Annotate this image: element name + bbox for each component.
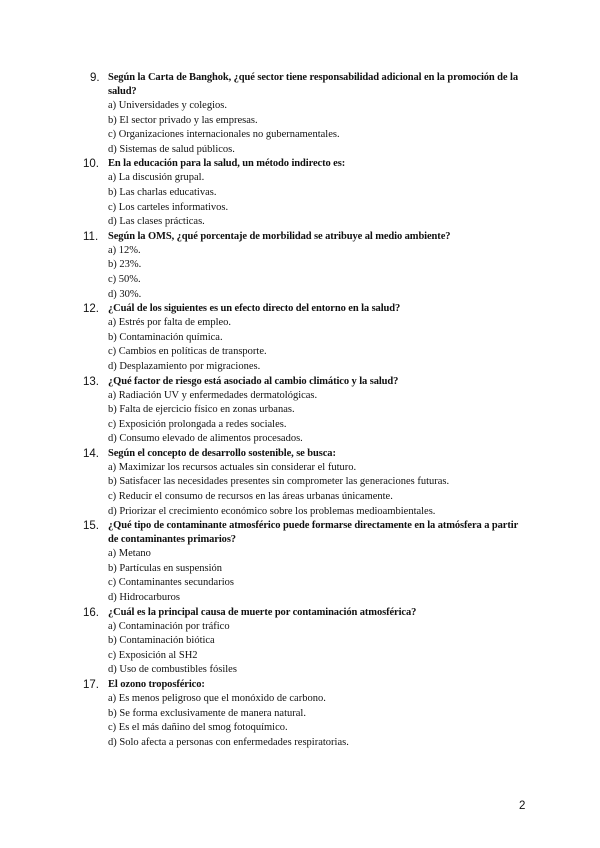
question-14: [83, 447, 530, 519]
option-d: d) Consumo elevado de alimentos procesados.: [108, 433, 303, 445]
option-a: a) Estrés por falta de empleo.: [108, 317, 232, 329]
question-17: [83, 678, 530, 750]
option-a: a) 12%.: [108, 244, 141, 256]
question-11: [83, 230, 530, 302]
option-d: d) Solo afecta a personas con enfermedades respiratorias.: [108, 736, 349, 748]
question-text: Según la Carta de Banghok, ¿qué sector tiene responsabilidad adicional en la promoción de la salud?: [108, 72, 518, 97]
question-13: [83, 375, 530, 447]
option-b: b) Se forma exclusivamente de manera natural.: [108, 707, 306, 719]
question-15: [83, 519, 530, 605]
option-list: [108, 389, 530, 447]
question-text: El ozono troposférico:: [108, 679, 205, 690]
option-c: c) Es el más dañino del smog fotoquímico.: [108, 722, 288, 734]
question-number: 12.: [83, 303, 99, 316]
option-list: [108, 692, 530, 750]
option-a: a) Es menos peligroso que el monóxido de carbono.: [108, 693, 326, 704]
option-a: a) La discusión grupal.: [108, 172, 205, 184]
question-12: [83, 302, 530, 374]
option-d: d) Desplazamiento por migraciones.: [108, 360, 261, 372]
question-9: [90, 71, 530, 157]
question-text: ¿Cuál es la principal causa de muerte por contaminación atmosférica?: [108, 606, 417, 618]
option-c: c) Reducir el consumo de recursos en las áreas urbanas únicamente.: [108, 491, 393, 503]
question-number: 15.: [83, 520, 99, 533]
question-text: ¿Qué factor de riesgo está asociado al cambio climático y la salud?: [108, 375, 399, 387]
option-a: a) Radiación UV y enfermedades dermatológicas.: [108, 389, 318, 401]
option-d: d) Priorizar el crecimiento económico sobre los problemas medioambientales.: [108, 505, 436, 517]
question-number: 10.: [83, 158, 99, 171]
option-b: b) 23%.: [108, 259, 142, 271]
question-number: 13.: [83, 375, 99, 388]
option-list: [108, 316, 530, 374]
option-a: a) Maximizar los recursos actuales sin considerar el futuro.: [108, 461, 357, 473]
option-b: b) Contaminación biótica: [108, 635, 215, 647]
option-list: [108, 461, 530, 519]
option-c: c) Cambios en políticas de transporte.: [108, 346, 267, 358]
option-b: b) Falta de ejercicio físico en zonas urbanas.: [108, 404, 295, 416]
option-d: d) Uso de combustibles fósiles: [108, 664, 237, 676]
option-list: [108, 244, 530, 302]
question-text: Según la OMS, ¿qué porcentaje de morbilidad se atribuye al medio ambiente?: [108, 230, 451, 242]
option-d: d) Las clases prácticas.: [108, 216, 205, 228]
question-text: Según el concepto de desarrollo sostenible, se busca:: [108, 447, 336, 459]
question-number: 14.: [83, 447, 99, 460]
option-d: d) Hidrocarburos: [108, 592, 181, 604]
option-c: c) Contaminantes secundarios: [108, 577, 234, 589]
option-list: [108, 620, 530, 678]
option-a: a) Contaminación por tráfico: [108, 620, 230, 632]
option-c: c) Exposición al SH2: [108, 649, 198, 661]
page-number: 2: [519, 800, 526, 812]
option-c: c) Los carteles informativos.: [108, 201, 229, 213]
question-number: 16.: [83, 606, 99, 619]
option-list: [108, 99, 530, 157]
option-b: b) El sector privado y las empresas.: [108, 114, 258, 126]
question-number: 9.: [90, 72, 100, 84]
option-list: [108, 547, 530, 605]
question-16: [83, 606, 530, 678]
question-list: [83, 71, 530, 750]
option-a: a) Universidades y colegios.: [108, 100, 227, 111]
question-text: ¿Qué tipo de contaminante atmosférico puede formarse directamente en la atmósfera a partir de contaminantes primarios?: [108, 520, 518, 546]
question-text: ¿Cuál de los siguientes es un efecto directo del entorno en la salud?: [108, 303, 401, 315]
question-number: 11.: [83, 230, 99, 243]
option-d: d) 30%.: [108, 288, 142, 300]
option-c: c) Exposición prolongada a redes sociales.: [108, 418, 287, 430]
option-b: b) Satisfacer las necesidades presentes sin comprometer las generaciones futuras.: [108, 476, 450, 488]
question-10: [83, 157, 530, 229]
option-c: c) Organizaciones internacionales no gubernamentales.: [108, 129, 340, 141]
option-d: d) Sistemas de salud públicos.: [108, 143, 235, 155]
question-text: En la educación para la salud, un método indirecto es:: [108, 158, 346, 170]
option-a: a) Metano: [108, 548, 151, 560]
option-b: b) Contaminación química.: [108, 331, 223, 343]
question-number: 17.: [83, 679, 99, 691]
option-b: b) Partículas en suspensión: [108, 562, 223, 574]
option-b: b) Las charlas educativas.: [108, 186, 217, 198]
option-list: [108, 171, 530, 229]
option-c: c) 50%.: [108, 273, 141, 285]
